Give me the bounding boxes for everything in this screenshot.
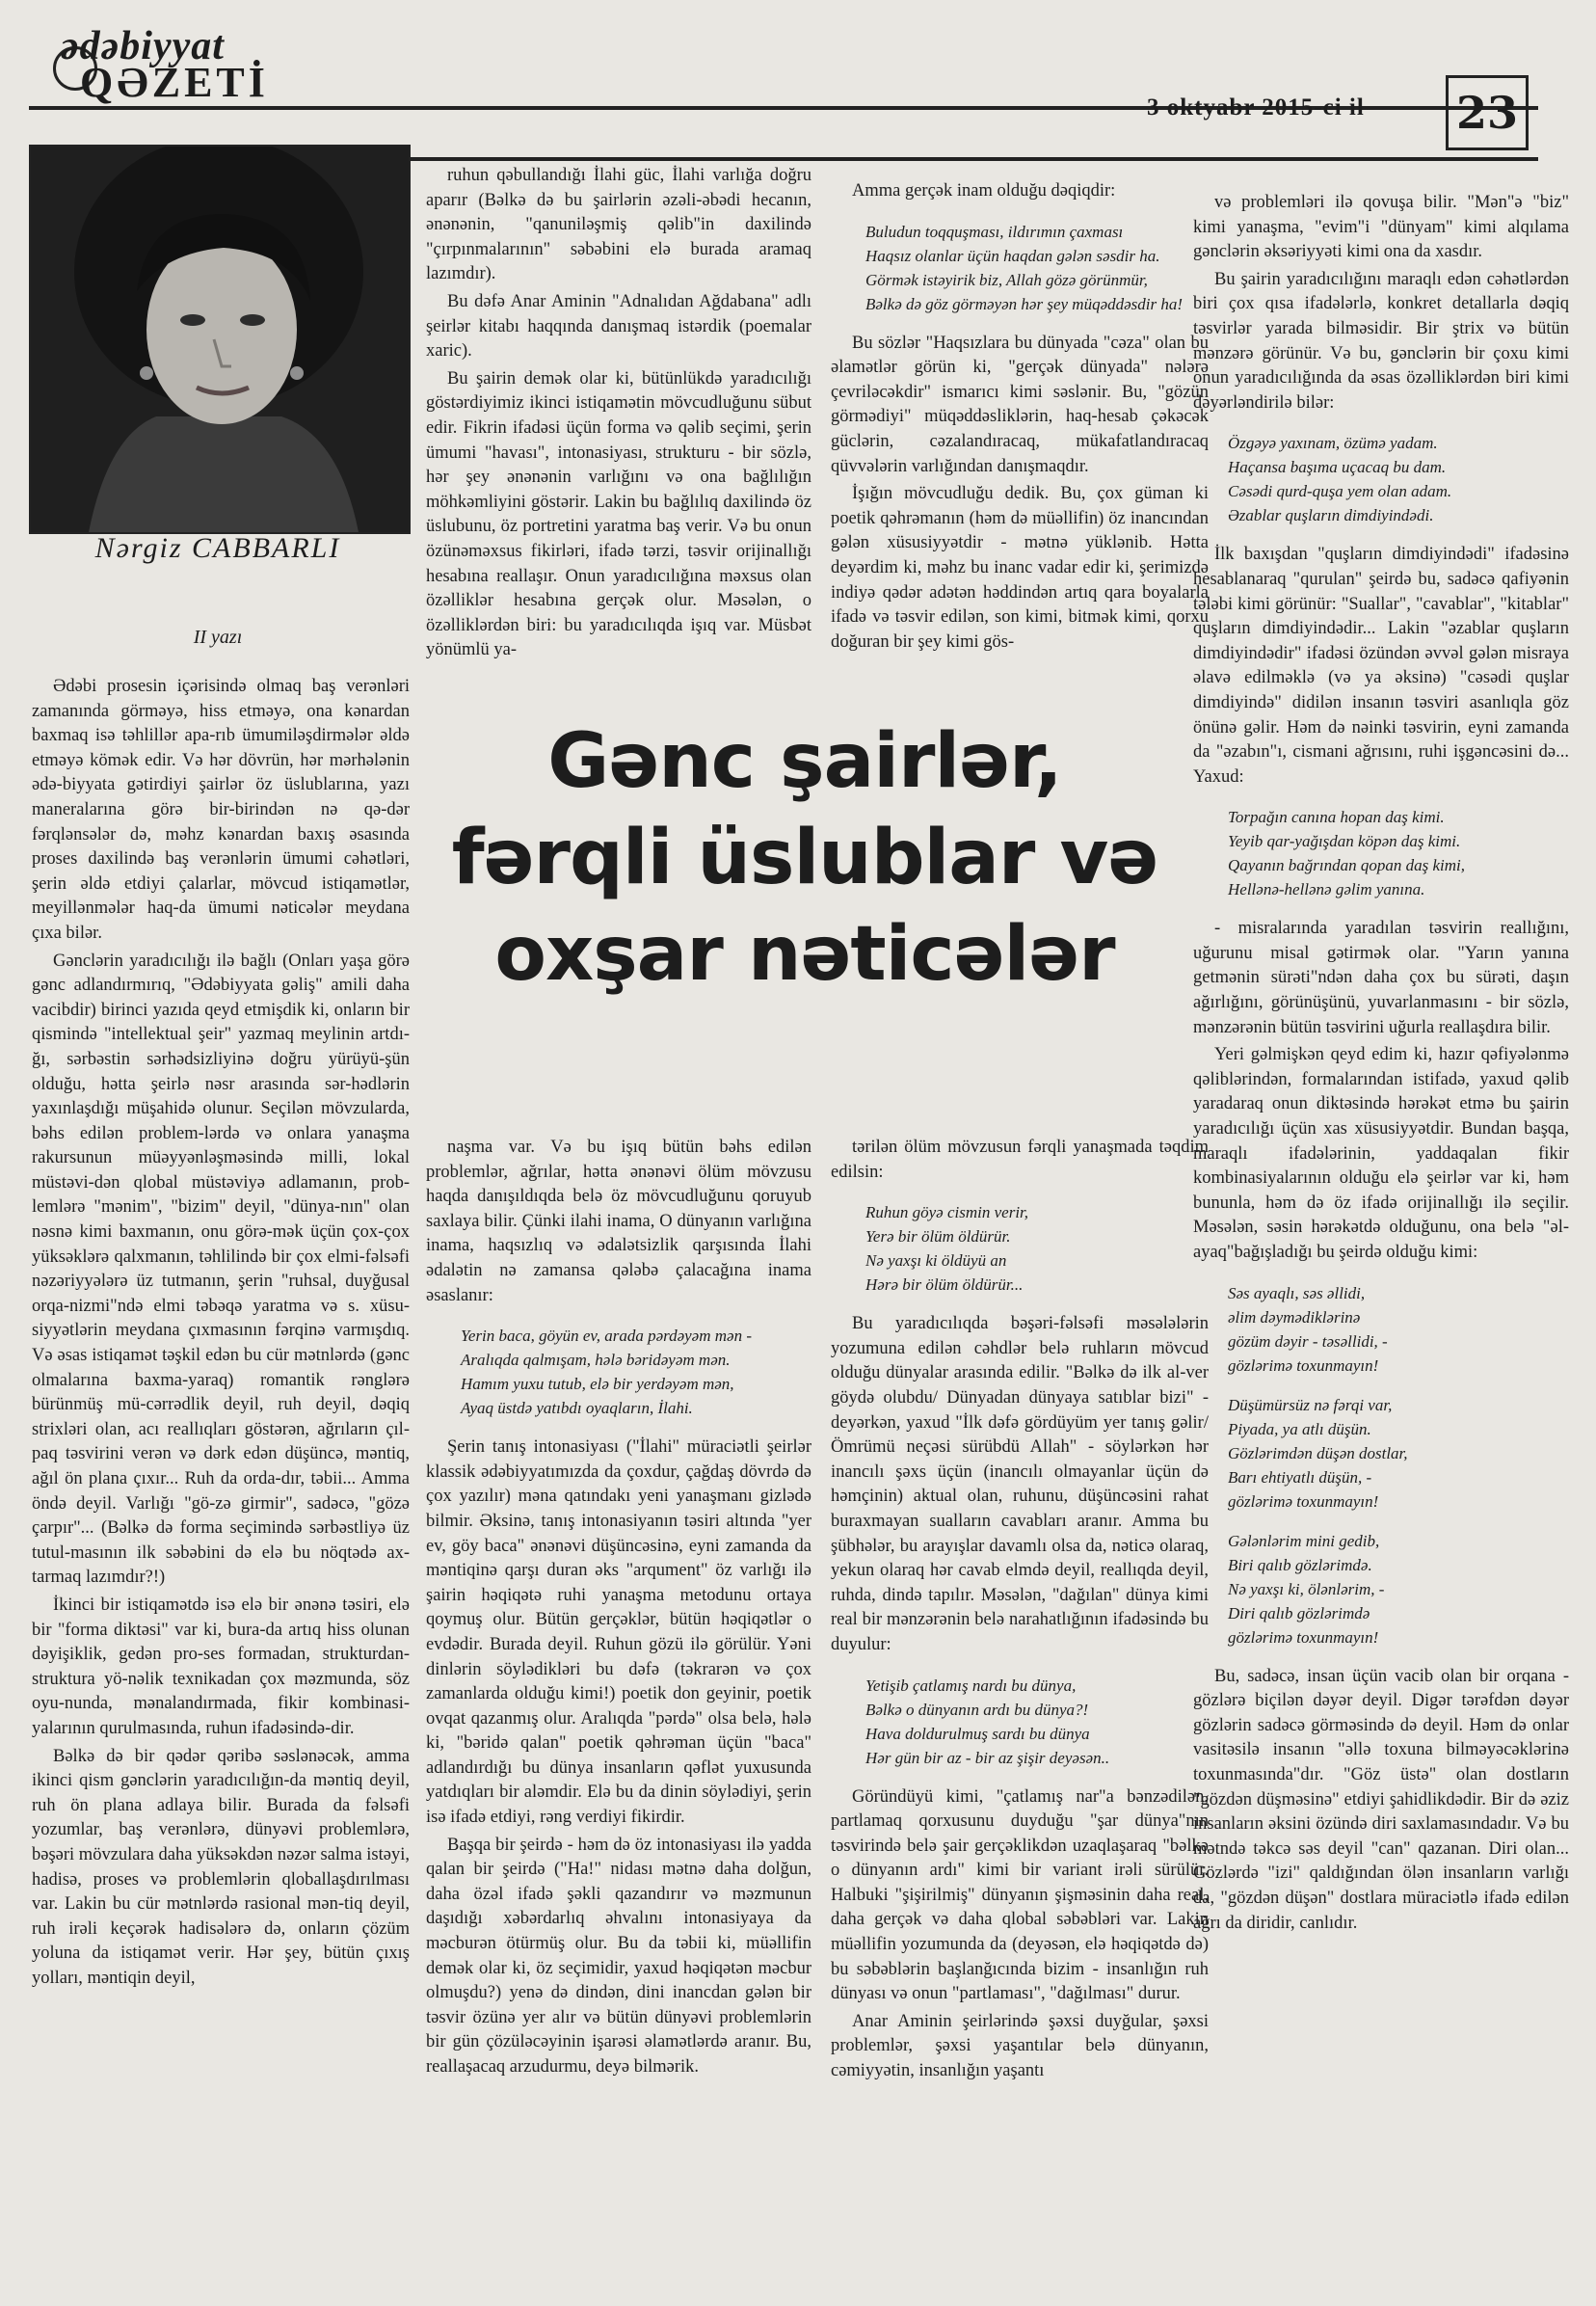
poem-excerpt: Buludun toqquşması, ildırımın çaxması Haqsız olanlar üçün haqdan gələn səsdir ha. Görmək istəyirik biz, Allah gözə görünmür, Bəlkə də göz görməyən hər şey müqəddəsdir ha! <box>865 222 1184 313</box>
article-paragraph: Göründüyü kimi, "çatlamış nar"a bənzədilən, partlamaq qorxusunu duyduğu "şar dünya"nın təsvirində belə şair gerçəklikdən uzaqlaşaraq "bəlkə o dünyanın ardı" kimi bir variant irəli sürülür. Halbuki "şişirilmiş" dünyanın şişməsinin daha real, daha gerçək və daha qlobal səbəbləri var. Lakin müəllifin yozumunda da (deyəsən, elə həqiqətdə də) bu səbəblərin başlanğıcında bizim - insanlığın ruh dünyası və onun "partlaması", "dağılması" durur. <box>831 1786 1209 2004</box>
page-number: 23 <box>1446 75 1529 150</box>
logo-bottom-text: QƏZETİ <box>80 59 269 106</box>
article-paragraph: və problemləri ilə qovuşa bilir. "Mən"ə "biz" kimi yanaşma, "evim"i "dünyam" kimi alqılama gənclərin əksəriyyəti kimi ona da xasdır. <box>1193 193 1569 262</box>
poem-excerpt: Səs ayaqlı, səs əllidi, əlim dəymədiklərinə gözüm dəyir - təsəllidi, - gözlərimə toxunmayın! <box>1228 1283 1388 1375</box>
article-paragraph: tərilən ölüm mövzusun fərqli yanaşmada təqdim edilsin: <box>831 1138 1209 1182</box>
article-paragraph: Bu şairin demək olar ki, bütünlükdə yaradıcılığı göstərdiyimiz ikinci istiqamətin mövcudluğunu sübut edir. Fikrin ifadəsi üçün forma və qəlib seçimi, şerin ümumi "havası", intonasiyası, strukturu - bir sözlə, hər şey ənənənin varlığını və ona bağlılığın möhkəmliyini göstərir. Lakin bu bağlılıq daxilində öz üslubunu, öz portretini yaratma baş verir. Və bu onun özünəməxsus fikirləri, ifadə tərzi, təsvir orijinallığı hesabına reallaşır. Onun yaradıcılığına məxsus olan özəlliklər hesabına gerçək olur. Məsələn, o özəlliklərdən biri: bu yaradıcılıqda işıq var. Müsbət yönümlü ya- <box>426 368 811 660</box>
headline-line: Gənc şairlər, <box>547 718 1062 805</box>
article-paragraph: Gənclərin yaradıcılığı ilə bağlı (Onları yaşa görə gənc adlandırmırıq, "Ədəbiyyata gəliş" amili daha vacibdir) birinci yazıda qeyd etmişdik ki, onların bir qismində "intellektual şeir" yazmaq meylinin artdı-ğı, sərbəstin sərhədsizliyinə doğru yürüyü-şün olduğu, hətta şeirlə nəsr arasında sər-hədlərin yaxınlaşdığı müşahidə olunur. Seçilən mövzularda, bəhs edilən problem-lərdə və onlara yanaşma rakursunun müəyyənləşməsində milli, lokal müstəvi-dən qlobal müstəviyə adlamanın, prob-lemlərə "mənim", "bizim" deyil, "dünya-nın" olan nəsnə kimi baxmanın, onu görə-mək üçün çox-çox yüksəklərə qalxmanın, təhlilində bir çox elmi-fəlsəfi nəzəriyyələrə üz tutmanın, şerin "ruhsal, duyğusal orqa-nizmi"ndə elmi təbəqə yaratma və s. xüsu-siyyətlərin meydana çıxmasının fərqinə varmışdıq. Və əsas istiqamət təşkil edən bu cür mətnlərdə (gənc olmalarına baxma-yaraq) romantik rənglərə bürünmüş mü-cərrədlik deyil, ruh deyil, dəqiq strixləri olan, acı reallıqları göstərən, ağrıların çıl-paq təsvirini verən və dərk edən düşüncə, məntiq, ağıl ön plana çıxır... Ruh da orda-dır, təbii... Amma öndə deyil. Varlığı "gö-zə girmir", sadəcə, "gözə çarpır"... (Bəlkə də forma seçimində sərbəstliyə üz tutul-masının ilk səbəbini də elə bu nöqtədə ax-tarmaq lazımdır?!) <box>32 951 410 1588</box>
article-paragraph: Bu dəfə Anar Aminin "Adnalıdan Ağdabana" adlı şeirlər kitabı haqqında danışmaq istərdik (poemalar xaric). <box>426 291 811 362</box>
poem-excerpt: Özgəyə yaxınam, özümə yadam. Haçansa başıma uçacaq bu dam. Cəsədi qurd-quşa yem olan adam. Əzablar quşların dimdiyindədi. <box>1228 434 1452 525</box>
article-paragraph: Ədəbi prosesin içərisində olmaq baş verənləri zamanında görməyə, hiss etməyə, ona kənardan baxmaq isə təhlillər apa-rıb ümumiləşdirmələr əldə etməyə kömək edir. Və hər dövrün, hər mərhələnin ədə-biyyata gətirdiyi şairlər öz üslublarına, yazı maneralarına görə bir-birindən nə qə-dər fərqlənsələr də, məhz kənardan baxış əsasında proses daxilində baş verənlərin ümumi cəhətləri, şerin əldə etdiyi çalarlar, mövcud istiqamətlər, meyillənmələr haq-da ümumi nəticələr meydana çıxa bilər. <box>32 677 410 943</box>
column-4 <box>1193 191 1569 1939</box>
column-2-bottom <box>426 1136 811 2083</box>
poem-excerpt: Gələnlərim mini gedib, Biri qalıb gözlərimdə. Nə yaxşı ki, ölənlərim, - Diri qalıb gözlərimdə gözlərimə toxunmayın! <box>1228 1531 1385 1647</box>
column-2-top <box>426 164 811 666</box>
article-paragraph: İkinci bir istiqamətdə isə elə bir ənənə təsiri, elə bir "forma diktəsi" var ki, bura-da artıq hiss olunan dəyişiklik, gedən pro-ses formadan, strukturdan-struktura yö-nəlik texnikadan çox məzmunda, söz oyu-nunda, mənalandırmada, fikir kombinasi-yalarının qurulmasında, ruhun ifadəsində-dir. <box>32 1595 410 1738</box>
poem-excerpt: Düşümürsüz nə fərqi var, Piyada, ya atlı düşün. Gözlərimdən düşən dostlar, Barı ehtiyatlı düşün, - gözlərimə toxunmayın! <box>1228 1395 1408 1511</box>
poem-excerpt: Yerin baca, göyün ev, arada pərdəyəm mən - Aralıqda qalmışam, hələ bəridəyəm mən. Hamım yuxu tutub, elə bir yerdəyəm mən, Ayaq üstdə yatıbdı oyaqların, İlahi. <box>461 1327 752 1418</box>
article-paragraph: Bu, sadəcə, insan üçün vacib olan bir orqana - gözlərə biçilən dəyər deyil. Digər tərəfdən dəyər gözlərin sadəcə görməsində də deyil. Həm də onlar vasitəsilə insanın "əllə toxuna bilməyəcəklərinə toxunmasında"dır. "Göz üstə" olan dostların "gözdən düşməsinə" etdiyi şahidlikdədir. Bir də əziz insanların əksini özündə diri saxlamasındadır. Və bu mətndə təkcə səs deyil "can" qazanan. Diri olan... Gözlərdə "izi" qaldığından ölən insanların varlığı da, "gözdən düşən" dostlara müraciətlə ifadə edilən ağrı da diridir, canlıdır. <box>1193 1666 1569 1933</box>
column-3-top <box>831 179 1209 657</box>
article-paragraph: İlk baxışdan "quşların dimdiyindədi" ifadəsinə hesablanaraq "qurulan" şeirdə bu, sadəcə qafiyənin tələbi kimi görünür: "Suallar", "cavablar", "kitablar" quşların dimdiyindədir... Lakin "əzablar quşların dimdiyindədir" ifadəsi özündən əvvəl gələn misraya əlavə edilməklə (və ya əksinə) "cəsədi quşlar dimdiyində" didilən insanın təsviri asanlıqla göz önünə gəlir. Həm də nəinki təsvirin, eyni zamanda da "əzabın"ı, cismani ağrısını, ruhi işgəncəsini də... Yaxud: <box>1193 545 1569 787</box>
article-paragraph: Yeri gəlmişkən qeyd edim ki, hazır qəfiyələnmə qəliblərindən, formalarından istifadə, yaxud qəlib yaradaraq onun diktəsində hərəkət etmə bu şairin yaradıcılığı üçün xas xüsusiyyətdir. Bundan başqa, maraqlı ifadələrinin, yaddaqalan fikir kombinasiyalarının olduğu elə şeirlər var ki, həm bununla, həm də öz ifadə orijinallığı ilə seçilir. Məsələn, səsin hərəkətdə olduğunu, ona belə "əl-ayaq"bağışladığı bu şeirdə olduğu kimi: <box>1193 1045 1569 1262</box>
column-1 <box>32 675 410 1994</box>
poem-excerpt: Ruhun göyə cismin verir, Yerə bir ölüm öldürür. Nə yaxşı ki öldüyü an Hərə bir ölüm öldürür... <box>865 1203 1029 1295</box>
article-paragraph: Başqa bir şeirdə - həm də öz intonasiyası ilə yadda qalan bir şeirdə ("Ha!" nidası mətnə daha dolğun, daha özəl ifadə şəkli qazandırır və məzmunun daşıdığı xəbərdarlıq əhvalını intonasiyaya da məcburən ötürmüş olur. Bu da təbii ki, müəllifin demək olar ki, öz seçimidir, yaxud həqiqətən məcbur olmuşdu?) yenə də dindən, dini inancdan gələn bir təsvir özünə yer alır və bütün dünyəvi problemlərin bir gün çözüləcəyinin işarəsi əlamətlərdə aranır. Bu, reallaşacaq arzudurmu, deyə bilmərik. <box>426 1835 811 2077</box>
article-paragraph: Amma gerçək inam olduğu dəqiqdir: <box>852 181 1116 201</box>
article-paragraph: Bu şairin yaradıcılığını maraqlı edən cəhətlərdən biri çox qısa ifadələrlə, konkret detallarla dəqiq təsvirlər yarada bilməsidir. Bir ştrix və bütün mənzərə görünür. Və bu, gənclərin bir çoxu kimi onun yaradıcılığında da əsas özəlliklərdən biri kimi dəyərləndirilə bilər: <box>1193 269 1569 413</box>
article-paragraph: Şerin tanış intonasiyası ("İlahi" müraciətli şeirlər klassik ədəbiyyatımızda da çoxdur, çağdaş dövrdə də çox yazılır) məna qatındakı yeni yanaşmanı gizlədə bilmir. Əksinə, tanış intonasiyanın təsiri altında "yer ev, göy baca" ənənəvi düşüncəsinə, eyni zamanda da məntiqinə qarşı duran əks "arqument" öz varlığı ilə şairin həqiqətə ruhi yanaşma metodunu ortaya qoymuş olur. Bütün gerçəklər, bütün həqiqətlər o evdədir. Burada deyil. Ruhun gözü ilə görülür. Yəni dinlərin söylədikləri bu dəfə (təkrarən və çox zamanlarda olduğu kimi!) poetik don geyinir, poetik ovqat qazanmış olur. Aralıqda "pərdə" olsa belə, hələ ki, "bəridə qalan" poetik qəhrəman üçün "baca" adlandırdığı bu dünya insanların qəflət yuxusunda yatdıqları bir aləmdir. Elə bu da dinin söylədiyi, şerin isə ifadə etdiyi, rəng verdiyi fikirdir. <box>426 1437 811 1828</box>
poem-excerpt: Torpağın canına hopan daş kimi. Yeyib qar-yağışdan köpən daş kimi. Qayanın bağrından qopan daş kimi, Hellənə-hellənə gəlim yanına. <box>1228 808 1466 899</box>
article-paragraph: Bu sözlər "Haqsızlara bu dünyada "cəza" olan bu əlamətlər görün ki, "gerçək dünyada" nələrə çevriləcəkdir" ismarıcı kimi səslənir. Bu, "gözün görmədiyi" müqəddəsliklərin, haq-hesab çəkəcək güclərin, cəzalandıracaq, mükafatlandıracaq qüvvələrin varlığından danışmaqdır. <box>831 333 1209 476</box>
article-paragraph: ruhun qəbullandığı İlahi güc, İlahi varlığa doğru aparır (Bəlkə də bu şairlərin əzəli-əbədi hecanın, ənənənin, "qanuniləşmiş qəlib"in daxilində "çırpınmalarının" səbəbini elə burada aramaq lazımdır). <box>426 166 811 284</box>
article-paragraph: - misralarında yaradılan təsvirin reallığını, uğurunu misal gətirmək olar. "Yarın yanına getmənin sürəti"ndən daha çox bu sürəti, daşın ağırlığını, görünüşünü, yuvarlanmasını - bir sözlə, mənzərənin bütün təsvirini uğurla reallaşdıra bilir. <box>1193 919 1569 1037</box>
article-paragraph: İşığın mövcudluğu dedik. Bu, çox güman ki poetik qəhrəmanın (həm də müəllifin) öz inancından gələn xüsusiyyətdir - mətnə yüklənib. Hətta deyərdim ki, məhz bu inanc vadar edir ki, şerimizdə indiyə qədər adətən həddindən artıq qara boyalarla ifadə və təsvir edilən, son kimi, bitmək kimi, qorxu doğuran bir şey kimi gös- <box>831 484 1209 652</box>
poem-excerpt: Yetişib çatlamış nardı bu dünya, Bəlkə o dünyanın ardı bu dünya?! Hava doldurulmuş sardı bu dünya Hər gün bir az - bir az şişir deyəsən.. <box>865 1676 1110 1767</box>
issue-date: 3 oktyabr 2015-ci il <box>1147 94 1365 121</box>
newspaper-logo <box>53 17 332 106</box>
article-paragraph: Bu yaradıcılıqda bəşəri-fəlsəfi məsələlərin yozumuna edilən cəhdlər belə ruhların mövcud olduğu dünyalar arasında edilir. "Bəlkə də ilk al-ver göydə olubdu/ Dünyadan dünyaya satıblar bizi" - deyərkən, yaxud "İlk dəfə gördüyüm yer tanış gəlir/Ömrümü neçəsi sürübdü Allah" - söylərkən hər inancılı şəxs üçün (inancılı olmayanlar üçün də həmçinin) aktual olan, ruhunu, düşüncəsini rahat buraxmayan sualların cavabları aranır. Amma bu şübhələr, bu arayışlar davamlı olsa da, nəticə olaraq, yekun olaraq hər cavab elmdə deyil, reallıqda deyil, ruhda, dində tapılır. Məsələn, "dağılan" dünya kimi real bir mənzərənin belə narahatlığının ifadəsində bu duyulur: <box>831 1314 1209 1654</box>
author-name: Nərgiz CABBARLI <box>94 532 341 564</box>
article-paragraph: Bəlkə də bir qədər qəribə səslənəcək, amma ikinci qism gənclərin yaradıcılığın-da məntiq deyil, ruh ön plana adlaya bilir. Burada da fəlsəfi yozumlar, baş verənlərə, dünyəvi problemlərə, bəşəri mövzulara daha yüksəkdən nəzər salma istəyi, hadisə, proses və problemlərin qloballaşdırılması var. Lakin bu cür mətnlərdə rasional mən-tiq deyil, ruh irəli keçərək hadisələrə də, onların çözüm yoluna da istiqamət verir. Hər şey, bütün çıxış yolları, məntiqin deyil, <box>32 1746 410 1988</box>
article-paragraph: Anar Aminin şeirlərində şəxsi duyğular, şəxsi problemlər, şəxsi yaşantılar belə dünyanın, cəmiyyətin, insanlığın yaşantı <box>831 2011 1209 2081</box>
column-3-bottom <box>831 1136 1209 2087</box>
author-photo <box>29 145 411 534</box>
headline-line: fərqli üslublar və <box>451 815 1158 901</box>
logo-top-text: ədəbiyyat <box>61 24 225 68</box>
article-part-label: II yazı <box>193 627 243 648</box>
article-headline <box>439 713 1171 1003</box>
article-paragraph: naşma var. Və bu işıq bütün bəhs edilən problemlər, ağrılar, hətta ənənəvi ölüm mövzusu haqda danışıldıqda belə öz mövcudluğunu qoruyub saxlaya bilir. Çünki ilahi inama, O dünyanın varlığına inama, haqsızlıq və ədalətsizlik qarşısında İlahi ədalətin nə zamansa qələbə çalacağına inama əsaslanır: <box>426 1138 811 1305</box>
headline-line: oxşar nəticələr <box>494 911 1115 998</box>
